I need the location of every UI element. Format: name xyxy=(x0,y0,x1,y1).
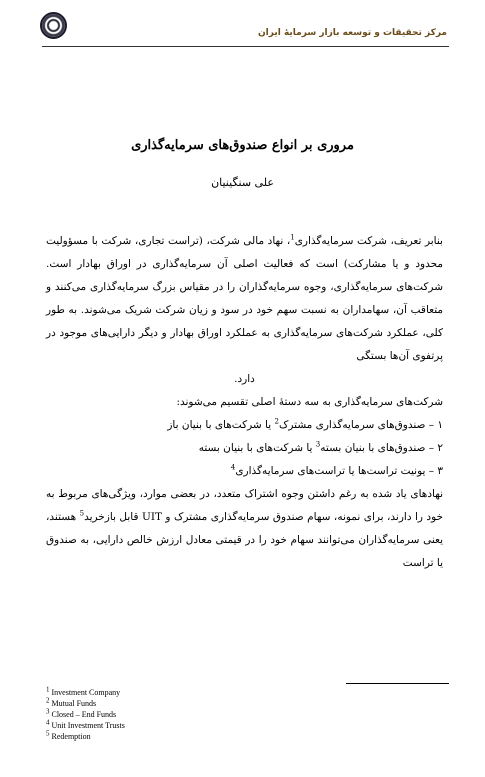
list-item-text: یا شرکت‌های با بنیان باز xyxy=(167,419,275,431)
footnote-number: 2 xyxy=(46,696,50,705)
footnote-text: Investment Company xyxy=(51,688,121,697)
footnote-ref: 4 xyxy=(230,463,236,472)
paragraph-intro: شرکت‌های سرمایه‌گذاری به سه دستهٔ اصلی تقسیم می‌شوند: xyxy=(176,396,443,408)
footnote-text: Unit Investment Trusts xyxy=(51,721,125,730)
footnote xyxy=(46,698,125,709)
list-item-text: یا شرکت‌های با بنیان بسته xyxy=(198,442,316,454)
list-item-text: ۳ – یونیت تراست‌ها یا تراست‌های سرمایه‌گذاری xyxy=(235,465,443,477)
list-item-text: ۱ – صندوق‌های سرمایه‌گذاری مشترک xyxy=(278,419,443,431)
paragraph-comparison xyxy=(46,483,443,575)
footnote-text: Redemption xyxy=(51,732,91,741)
paragraph-text: نهادهای یاد شده به رغم داشتن وجوه اشتراک متعدد، در بعضی موارد، ویژگی‌های مربوط به خود را دارند، برای نمونه، سهام صندوق سرمایه‌گذاری مشترک و UIT قابل بازخرید xyxy=(46,488,443,523)
paragraph-last-line: دارد. xyxy=(234,373,255,385)
footnote-ref: 3 xyxy=(315,440,321,449)
footnote-number: 3 xyxy=(46,707,50,716)
list-item-text: ۲ – صندوق‌های با بنیان بسته xyxy=(320,442,443,454)
footnote-number: 1 xyxy=(46,685,50,694)
list-item xyxy=(46,414,443,437)
footnote-text: Closed – End Funds xyxy=(51,710,117,719)
footnote-ref: 1 xyxy=(290,233,295,242)
footnote xyxy=(46,687,125,698)
article-author: علی سنگینیان xyxy=(211,176,274,189)
page-header xyxy=(0,0,485,60)
article-title: مروری بر انواع صندوق‌های سرمایه‌گذاری xyxy=(131,138,354,153)
paragraph-definition xyxy=(46,230,443,368)
footnote-number: 5 xyxy=(46,729,50,738)
footnotes xyxy=(46,687,125,742)
paragraph-text: ، نهاد مالی شرکت، (تراست تجاری، شرکت با مسؤولیت محدود و یا مشارکت) است که فعالیت اصلی آن سرمایه‌گذاری در اوراق بهادار است. شرکت‌های سرمایه‌گذاری، وجوه سرمایه‌گذاران را در مقیاس بزرگ سرمایه‌گذاری می‌کنند و متعاقب آن، سهامداران به نسبت سهم خود در سود و زیان شرکت شریک می‌شوند. به طور کلی، عملکرد شرکت‌های سرمایه‌گذاری به عملکرد اوراق بهادار و دیگر دارایی‌های موجود در پرتفوی آن‌ها بستگی xyxy=(46,235,443,362)
header-divider xyxy=(42,46,449,47)
footnote xyxy=(46,709,125,720)
list-item xyxy=(46,460,443,483)
footnote-divider xyxy=(346,683,449,684)
paragraph-text: هستند، یعنی سرمایه‌گذاران می‌توانند سهام خود را در قیمتی معادل ارزش خالص دارایی، به صندوق یا تراست xyxy=(46,511,443,569)
organization-logo-icon xyxy=(40,12,67,39)
header-org-name: مرکز تحقیقات و توسعه بازار سرمایهٔ ایران xyxy=(258,28,447,38)
footnote-text: Mutual Funds xyxy=(51,699,97,708)
footnote xyxy=(46,731,125,742)
footnote-ref: 5 xyxy=(79,509,85,518)
footnote-number: 4 xyxy=(46,718,50,727)
footnote-ref: 2 xyxy=(274,417,279,426)
list-item xyxy=(46,437,443,460)
article-body xyxy=(46,230,443,575)
paragraph-text: بنابر تعریف، شرکت سرمایه‌گذاری xyxy=(294,235,443,247)
footnote xyxy=(46,720,125,731)
